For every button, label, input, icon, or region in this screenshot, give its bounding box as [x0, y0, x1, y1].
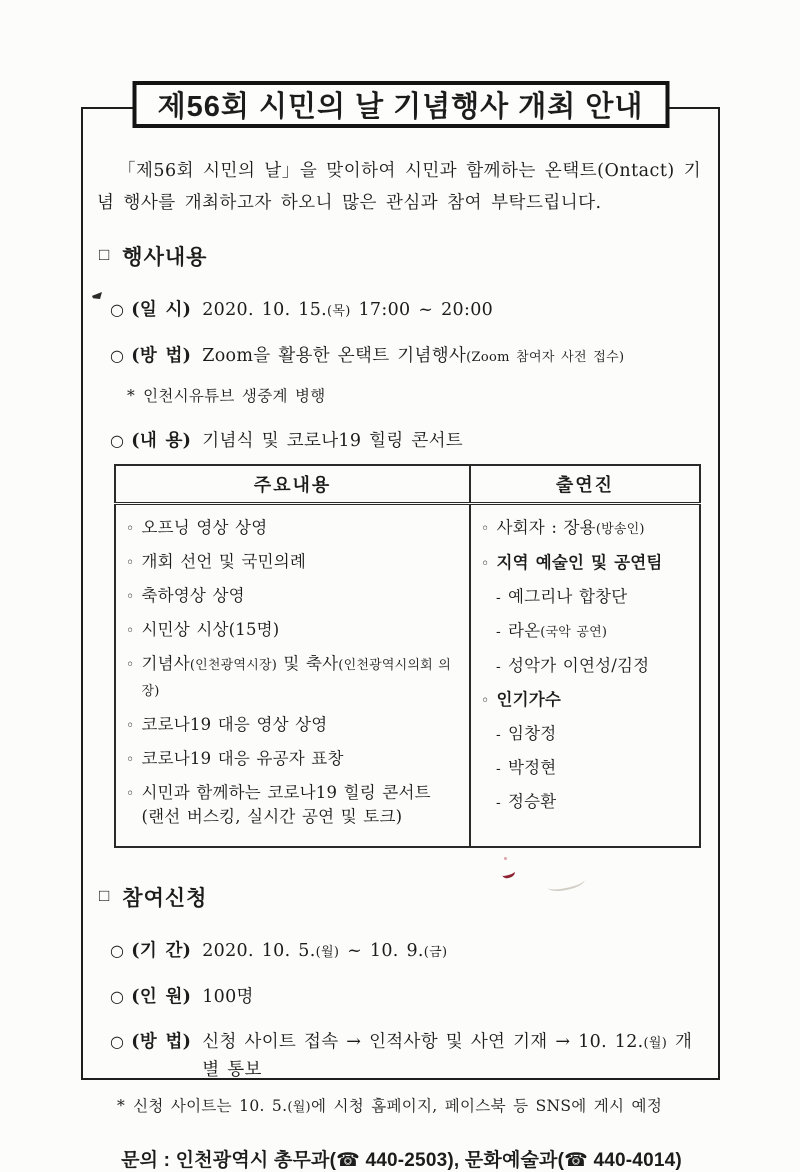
program-item: [126, 652, 463, 704]
circle-bullet-icon: ○: [110, 1031, 125, 1051]
section-heading-event-text: 행사내용: [122, 246, 208, 269]
program-item: [126, 713, 463, 738]
cast-item-text: 인기가수: [496, 689, 562, 709]
program-item-text: 시민상 시상(15명): [141, 619, 280, 639]
cast-item-text: 박정현: [507, 757, 557, 777]
dash-bullet-icon: -: [496, 794, 501, 811]
program-item-text: 오프닝 영상 상영: [141, 517, 268, 537]
cast-item: [481, 516, 693, 542]
program-item-text: 코로나19 대응 영상 상영: [141, 714, 328, 734]
cast-sub-item: [496, 790, 693, 815]
apply-method-line: [110, 1028, 706, 1084]
event-note-text: 인천시유튜브 생중계 병행: [143, 387, 326, 405]
dot-bullet-icon: ◦: [126, 520, 135, 537]
dot-bullet-icon: ◦: [126, 622, 135, 639]
apply-note-line: [117, 1093, 706, 1121]
cast-item-text: 라온(국악 공연): [507, 620, 608, 640]
dot-bullet-icon: ◦: [126, 785, 135, 802]
cast-item-text: 임창정: [507, 723, 557, 743]
cast-sub-item: [496, 654, 693, 679]
circle-bullet-icon: ○: [110, 300, 125, 319]
circle-bullet-icon: ○: [110, 346, 125, 365]
program-table: [114, 464, 701, 848]
dot-bullet-icon: ◦: [126, 717, 135, 734]
contact-footer: 문의 : 인천광역시 총무과(☎ 440-2503), 문화예술과(☎ 440-4014): [121, 1149, 682, 1171]
asterisk-marker: *: [117, 1096, 126, 1115]
program-item: [126, 618, 463, 643]
program-item: [126, 747, 463, 772]
dot-bullet-icon: ◦: [126, 656, 135, 673]
cast-item-text: 성악가 이연성/김정: [507, 655, 650, 675]
apply-capacity-value: 100명: [202, 986, 254, 1007]
asterisk-marker: *: [127, 387, 136, 405]
page-title: 제56회 시민의 날 기념행사 개최 안내: [157, 91, 644, 123]
dot-bullet-icon: ◦: [481, 520, 490, 537]
event-method-value: Zoom을 활용한 온택트 기념행사(Zoom 참여자 사전 접수): [202, 346, 625, 366]
program-item-text: 코로나19 대응 유공자 표창: [141, 748, 344, 768]
dash-bullet-icon: -: [496, 726, 501, 743]
dash-bullet-icon: -: [496, 760, 501, 777]
circle-bullet-icon: ○: [110, 431, 125, 450]
dot-bullet-icon: ◦: [481, 555, 490, 572]
dash-bullet-icon: -: [496, 623, 501, 640]
program-item: [126, 584, 463, 609]
program-item-text: 기념사(인천광역시장) 및 축사(인천광역시의회 의장): [141, 653, 451, 699]
apply-period-value: 2020. 10. 5.(월) ~ 10. 9.(금): [202, 940, 448, 961]
title-box: [132, 81, 669, 128]
circle-bullet-icon: ○: [110, 986, 125, 1006]
cast-sub-item: [496, 585, 693, 610]
intro-paragraph: 「제56회 시민의 날」을 맞이하여 시민과 함께하는 온택트(Ontact) 기념 행사를 개최하고자 하오니 많은 관심과 참여 부탁드립니다.: [97, 161, 702, 213]
program-item-text: 시민과 함께하는 코로나19 힐링 콘서트 (랜선 버스킹, 실시간 공연 및 토크): [141, 782, 431, 826]
cast-item-text: 예그리나 합창단: [507, 586, 628, 606]
event-date-line: [110, 296, 706, 325]
cast-cell: [470, 503, 700, 847]
program-item: [126, 781, 463, 829]
dash-bullet-icon: -: [496, 658, 501, 675]
cast-sub-item: [496, 619, 693, 645]
document-border-box: [81, 91, 720, 1171]
event-method-line: [110, 342, 706, 371]
program-item-text: 축하영상 상영: [141, 585, 245, 605]
event-content-value: 기념식 및 코로나19 힐링 콘서트: [202, 431, 464, 451]
column-header-cast: 출연진: [470, 465, 700, 503]
event-content-line: [110, 427, 706, 455]
apply-period-label: (기 간): [131, 940, 192, 961]
dot-bullet-icon: ◦: [126, 554, 135, 571]
cast-item-text: 지역 예술인 및 공연팀: [496, 552, 663, 572]
cast-item-text: 정승환: [507, 791, 557, 811]
table-body-row: [115, 503, 700, 847]
cast-item-text: 사회자 : 장용(방송인): [496, 517, 645, 537]
cast-sub-item: [496, 756, 693, 781]
stray-pen-mark: [92, 292, 102, 299]
apply-method-label: (방 법): [131, 1031, 192, 1052]
main-contents-cell: [115, 503, 470, 847]
cast-sub-item: [496, 722, 693, 747]
scan-artifact-red-mark: [501, 867, 516, 880]
event-note-line: [127, 383, 706, 410]
dot-bullet-icon: ◦: [481, 692, 490, 709]
dot-bullet-icon: ◦: [126, 588, 135, 605]
apply-capacity-label: (인 원): [131, 986, 192, 1007]
column-header-main-contents: 주요내용: [115, 465, 470, 503]
cast-item: [481, 688, 693, 713]
square-bullet-icon: □: [99, 885, 111, 905]
dash-bullet-icon: -: [496, 589, 501, 606]
program-item: [126, 516, 463, 541]
event-method-label: (방 법): [131, 346, 192, 366]
circle-bullet-icon: ○: [110, 940, 125, 960]
apply-period-line: [110, 937, 706, 966]
table-header-row: [115, 465, 700, 503]
apply-capacity-line: [110, 983, 706, 1011]
section-heading-event: [99, 241, 706, 271]
apply-note-text: 신청 사이트는 10. 5.(월)에 시청 홈페이지, 페이스북 등 SNS에 게시 예정: [133, 1096, 663, 1115]
event-content-label: (내 용): [131, 431, 192, 451]
program-item-text: 개회 선언 및 국민의례: [141, 551, 307, 571]
event-date-value: 2020. 10. 15.(목) 17:00 ~ 20:00: [202, 300, 494, 320]
program-item: [126, 550, 463, 575]
scan-artifact-red-dot: [504, 857, 507, 860]
apply-method-value: 신청 사이트 접속 → 인적사항 및 사연 기재 → 10. 12.(월) 개별 통보: [202, 1031, 693, 1080]
section-heading-apply: [99, 882, 706, 912]
cast-item: [481, 551, 693, 576]
dot-bullet-icon: ◦: [126, 751, 135, 768]
event-date-label: (일 시): [131, 300, 192, 320]
section-heading-apply-text: 참여신청: [122, 886, 208, 910]
square-bullet-icon: □: [99, 245, 111, 264]
